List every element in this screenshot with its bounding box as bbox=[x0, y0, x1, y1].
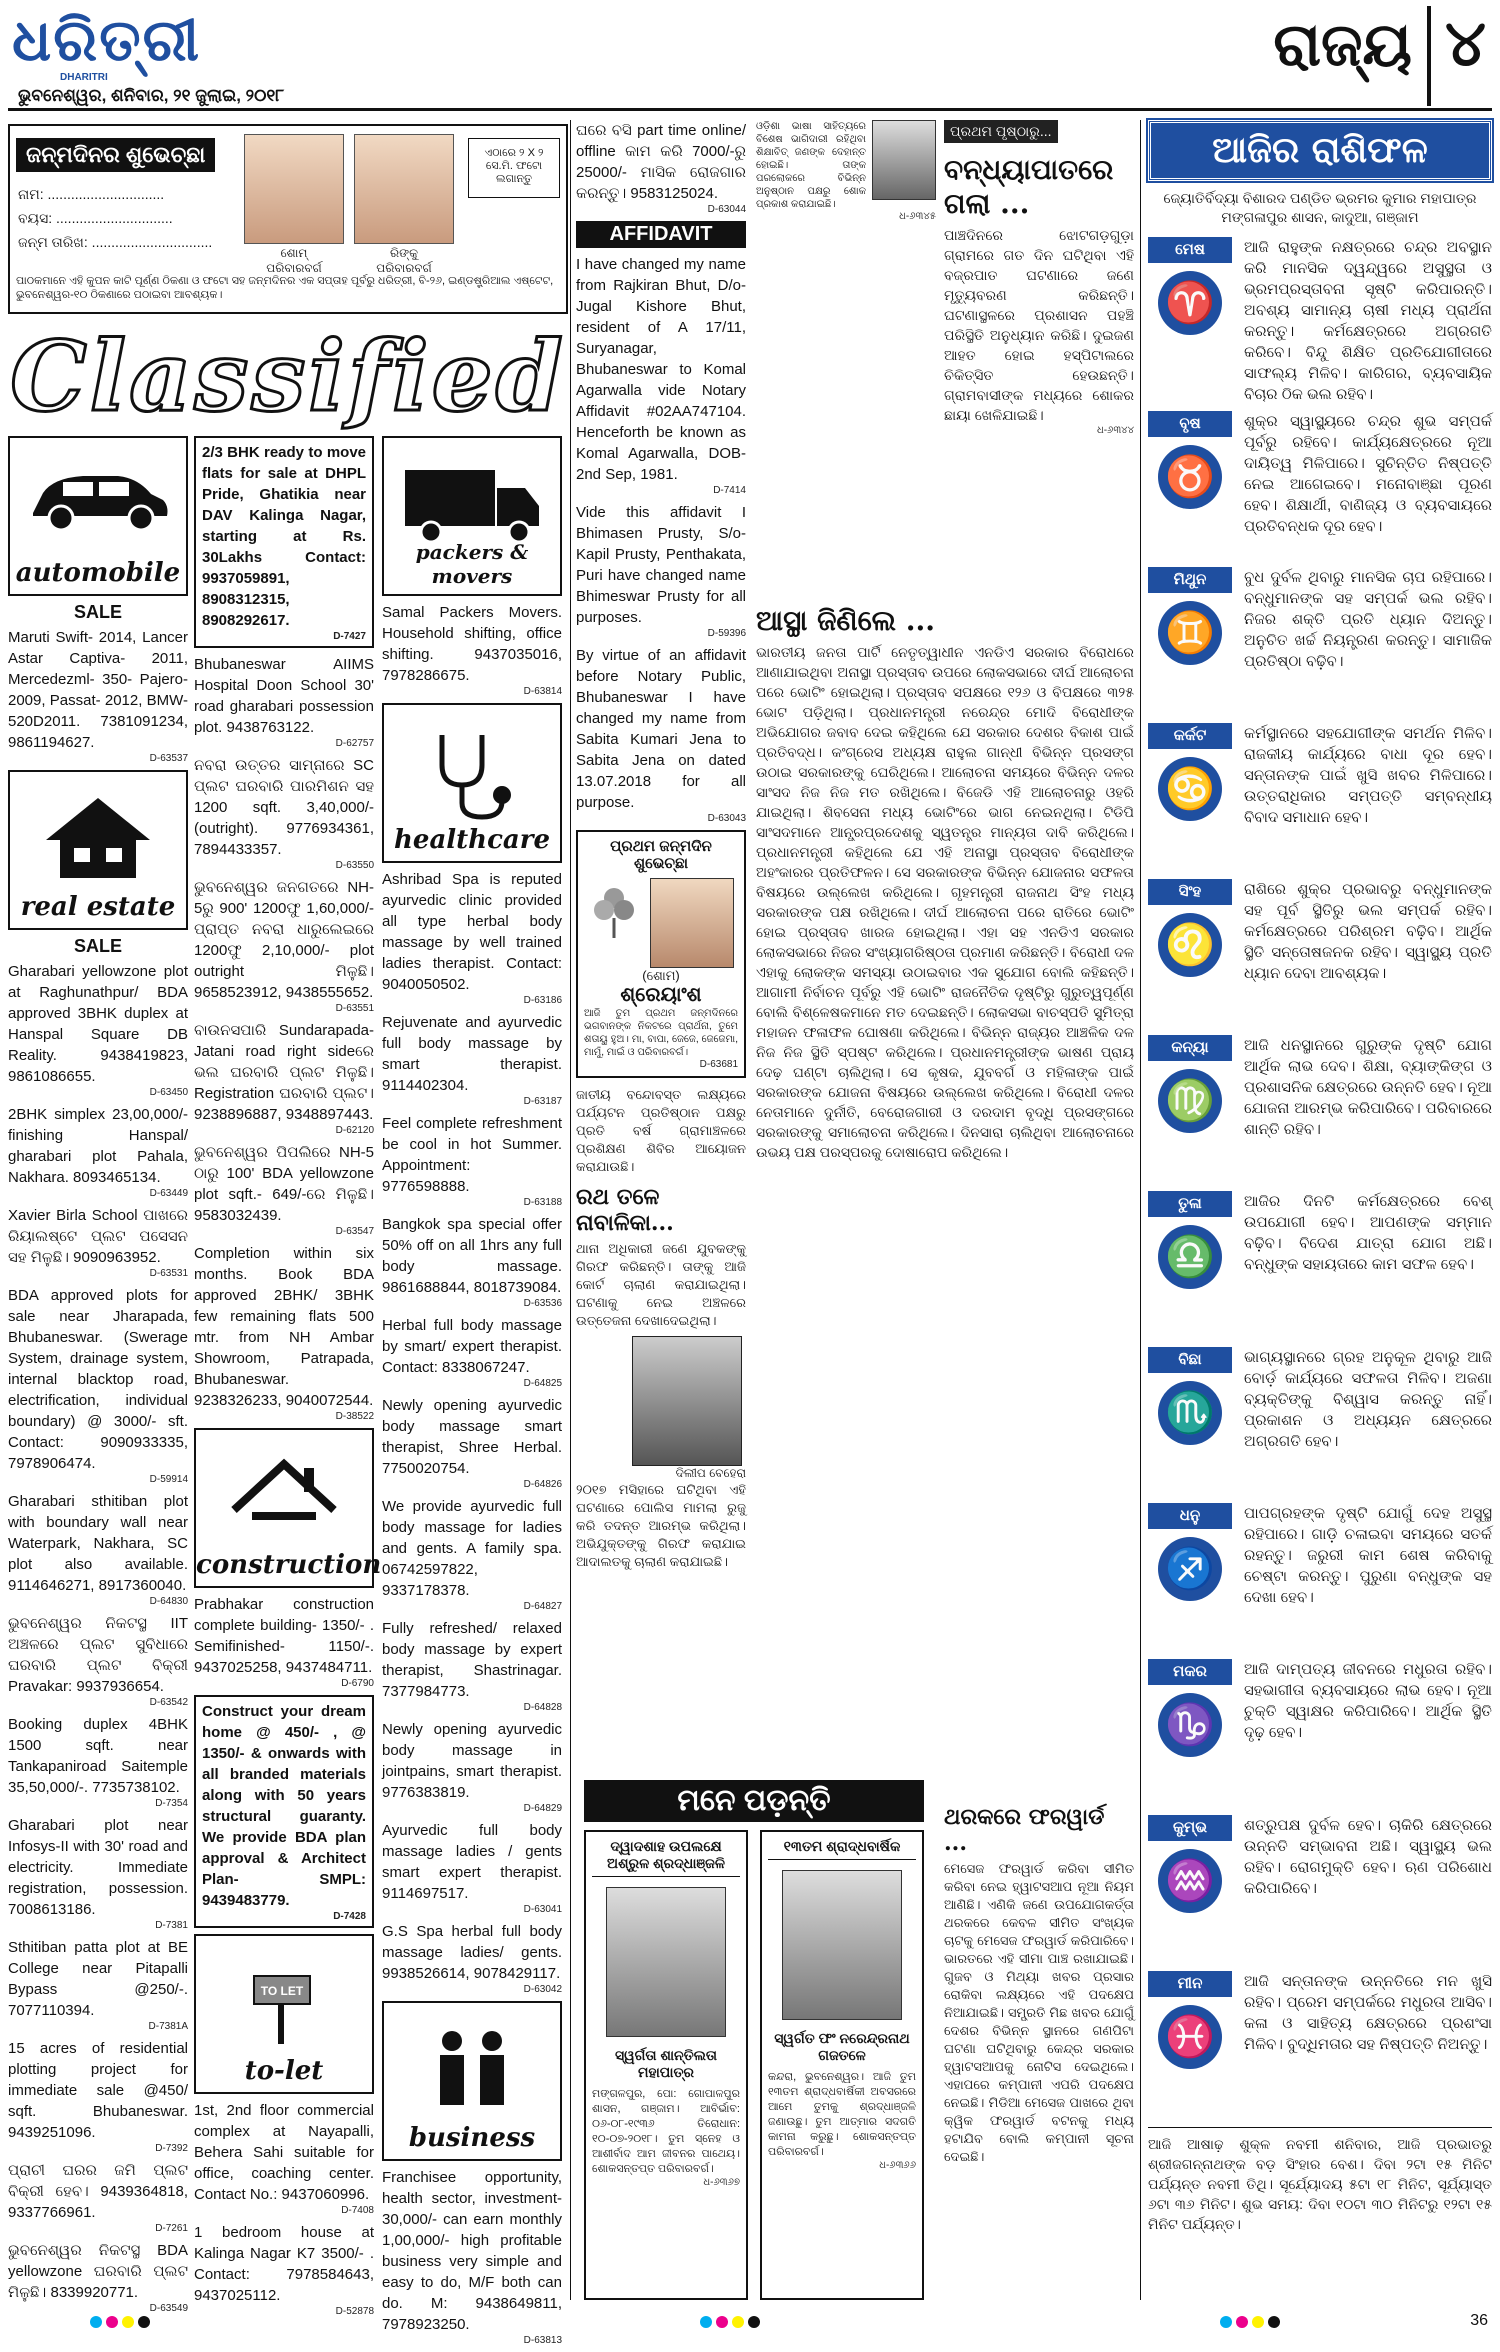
zodiac-name: ମକର bbox=[1148, 1659, 1232, 1685]
memorial-title: ଦ୍ୱାଦଶାହ ଉପଲକ୍ଷେ ଅଶ୍ରୁଳ ଶ୍ରଦ୍ଧାଞ୍ଜଳି bbox=[592, 1838, 740, 1877]
category-label: healthcare bbox=[394, 825, 550, 855]
newspaper-logo: ଧରିତ୍ରୀ bbox=[12, 6, 202, 74]
category-label: packers & movers bbox=[415, 540, 529, 588]
roof-icon bbox=[224, 1450, 344, 1540]
photo-caption: ଦିଲୀପ ବେହେରା bbox=[675, 1466, 746, 1480]
registration-marks bbox=[1220, 2316, 1280, 2328]
zodiac-name: ମିଥୁନ bbox=[1148, 567, 1232, 593]
classified-ad: Franchisee opportunity, health sector, investment- 30,000/- can earn monthly 1,00,000/- high profitable business very simple and easy to do, M/F both can do. M: 9438649811, 7978923250. D-63813 bbox=[382, 2169, 562, 2346]
first-birthday-title: ପ୍ରଥମ ଜନ୍ମଦିନ ଶୁଭେଚ୍ଛା bbox=[610, 838, 712, 872]
zodiac-name: ମେଷ bbox=[1148, 237, 1232, 263]
category-label: construction bbox=[196, 1550, 382, 1580]
business-category bbox=[382, 2001, 562, 2161]
classified-ad: ଭୁବନେଶ୍ୱର ନିକଟସ୍ଥ BDA yellowzone ଘରବାରି ପ୍ଲଟ ମିଳୁଛି। 8339920771. D-63549 bbox=[8, 2242, 188, 2314]
story-headline: ରଥ ତଳେ ନାବାଳିକା... bbox=[576, 1184, 674, 1236]
classified-ad: ଘରେ ବସି part time online/ offline କାମ କରି 7000/-ରୁ 25000/- ମାସିକ ରୋଜଗାର କରନ୍ତୁ। 9583125024. D-63044 bbox=[576, 122, 746, 215]
newspaper-logo-sub: DHARITRI bbox=[60, 72, 108, 83]
classified-ad: Rejuvenate and ayurvedic full body massage by smart therapist. 9114402304. D-63187 bbox=[382, 1014, 562, 1107]
remembrance-banner: ମନେ ପଡ଼ନ୍ତି bbox=[584, 1780, 924, 1822]
boxed-ad: Construct your dream home @ 450/- , @ 1350/- & onwards with all branded materials along with 50 years structural guaranty. We provide BDA plan approval & Architect Plan- SMPL: 9439483779. D-7428 bbox=[194, 1695, 374, 1928]
memorial-card bbox=[760, 1830, 924, 2300]
zodiac-sign-icon: ♎ bbox=[1158, 1225, 1222, 1289]
story-headline: ଥରକରେ ଫରୱାର୍ଡ ... bbox=[944, 1804, 1105, 1856]
stethoscope-icon bbox=[412, 725, 532, 825]
affidavit-notice: Vide this affidavit I Bhimasen Prusty, S/o- Kapil Prusty, Penthakata, Puri have changed name Bhimeswar Prusty for all purposes. D-59396 bbox=[576, 504, 746, 639]
baby-photo bbox=[354, 134, 454, 244]
classified-ad: 1 bedroom house at Kalinga Nagar K7 3500/- . Contact: 7978584643, 9437025112. D-52878 bbox=[194, 2224, 374, 2317]
memorial-card bbox=[584, 1830, 748, 2300]
category-label: to-let bbox=[244, 2056, 324, 2086]
obituary-block bbox=[756, 120, 936, 222]
classified-ad: Feel complete refreshment be cool in hot Summer. Appointment: 9776598888. D-63188 bbox=[382, 1115, 562, 1208]
classified-ad: Completion within six months. Book BDA approved 2BHK/ 3BHK few remaining flats 500 mtr. from NH Ambar Showroom, Patrapada, Bhubaneswar. 9238326233, 9040072544. D-38522 bbox=[194, 1245, 374, 1422]
baby-photo-caption: ଶୋମ୍ ପରିବାରବର୍ଗ bbox=[266, 246, 322, 275]
horoscope-text: ଆଜି ଧନସ୍ଥାନରେ ଗୁରୁଙ୍କ ଦୃଷ୍ଟି ଯୋଗ ଆର୍ଥିକ ଲାଭ ଦେବ। ଶିକ୍ଷା, ବ୍ୟାଙ୍କିଙ୍ଗ ଓ ପ୍ରଶାସନିକ କ୍ଷେତ୍ରରେ ଉନ୍ନତି ହେବ। ନୂଆ ଯୋଜନା ଆରମ୍ଭ କରିପାରିବେ। ପରିବାରରେ ଶାନ୍ତି ରହିବ। bbox=[1244, 1037, 1492, 1138]
horoscope-list bbox=[1148, 237, 1492, 2121]
to-let-sign-icon bbox=[224, 1956, 344, 2046]
child-nickname: (ଶୋମ) bbox=[642, 968, 680, 983]
classified-ad: ଭୁବନେଶ୍ୱର ପିପଲିରେ NH-5 ଠାରୁ 100' BDA yellowzone plot sqft.- 649/-ରେ ମିଳୁଛି। 9583032439. D-63547 bbox=[194, 1144, 374, 1237]
classified-ad: ବାଉନସପାରି Sundarapada- Jatani road right sideରେ ଭଲ ଘରବାରି ପ୍ଲଟ ମିଳୁଛି। Registration ଘରବାରି ପ୍ଲଟ। 9238896887, 9348897443. D-62120 bbox=[194, 1022, 374, 1136]
zodiac-sign-icon: ♋ bbox=[1158, 757, 1222, 821]
classified-ad: Gharabari yellowzone plot at Raghunathpur/ BDA approved 3BHK duplex at Hanspal Square DB Reality. 9438419823, 9861086655. D-63450 bbox=[8, 963, 188, 1098]
classified-ad: BDA approved plots for sale near Jharapada, Bhubaneswar. (Swerage System, drainage system, internal blacktop road, electrification, individual boundary) @ 3000/- sft. Contact: 9090933335, 7978906474. D-59914 bbox=[8, 1287, 188, 1485]
coupon-dob-field: ଜନ୍ମ ତାରିଖ: ............................... bbox=[18, 234, 213, 250]
section-title: ରାଜ୍ୟ bbox=[1273, 10, 1412, 80]
memorial-text: କନ୍ଦରା, ଭୁବନେଶ୍ୱର। ଆଜି ତୁମ ୧୩ତମ ଶ୍ରାଦ୍ଧବାର୍ଷିକୀ ଅବସରରେ ଆମେ ତୁମକୁ ଶ୍ରଦ୍ଧାଞ୍ଜଳି ଜଣାଉଛୁ। ତୁମ ଆତ୍ମାର ସଦଗତି କାମନା କରୁଛୁ। ଶୋକସନ୍ତପ୍ତ ପରିବାରବର୍ଗ। bbox=[768, 2071, 916, 2158]
horoscope-text: ଆଜି ସନ୍ତାନଙ୍କ ଉନ୍ନତିରେ ମନ ଖୁସି ରହିବ। ପ୍ରେମ ସମ୍ପର୍କରେ ମଧୁରତା ଆସିବ। କଳା ଓ ସାହିତ୍ୟ କ୍ଷେତ୍ରରେ ପ୍ରଶଂସା ମିଳିବ। ବୁଦ୍ଧିମତାର ସହ ନିଷ୍ପତ୍ତି ନିଅନ୍ତୁ। bbox=[1244, 1973, 1492, 2053]
panjika-note: ଆଜି ଆଷାଢ଼ ଶୁକ୍ଳ ନବମୀ ଶନିବାର, ଆଜି ପ୍ରଭାତରୁ ଶ୍ରୀଜଗନ୍ନାଥଙ୍କ ବଡ଼ ସିଂହାର ବେଶ। ଦିବା ୨ଟା ୧୫ ମିନିଟ ପର୍ଯ୍ୟନ୍ତ ନବମୀ ତିଥି। ସୂର୍ଯ୍ୟୋଦୟ ୫ଟା ୧୮ ମିନିଟ, ସୂର୍ଯ୍ୟାସ୍ତ ୬ଟା ୩୬ ମିନିଟ। ଶୁଭ ସମୟ: ଦିବା ୧୦ଟା ୩୦ ମିନିଟରୁ ୧୨ଟା ୧୫ ମିନିଟ ପର୍ଯ୍ୟନ୍ତ। bbox=[1148, 2127, 1492, 2234]
horoscope-text: ଶୁକ୍ର ସ୍ୱାସ୍ଥ୍ୟରେ ଚନ୍ଦ୍ର ଶୁଭ ସମ୍ପର୍କ ପୂର୍ବରୁ ରହିବେ। କାର୍ଯ୍ୟକ୍ଷେତ୍ରରେ ନୂଆ ଦାୟିତ୍ୱ ମିଳିପାରେ। ସୁଚିନ୍ତିତ ନିଷ୍ପତ୍ତି ନେଇ ଆଗେଇବେ। ମନୋବାଞ୍ଛା ପୂରଣ ହେବ। ଶିକ୍ଷାର୍ଥୀ, ବାଣିଜ୍ୟ ଓ ବ୍ୟବସାୟରେ ପ୍ରତିବନ୍ଧକ ଦୂର ହେବ। bbox=[1244, 413, 1492, 535]
news-column-6 bbox=[944, 120, 1134, 436]
classified-ad: ପ୍ରାଚୀ ଘରର ଜମି ପ୍ଲଟ ବିକ୍ରୀ ହେବ। 9439364818, 9337766961. D-7261 bbox=[8, 2162, 188, 2234]
news-story-text: ୨୦୧୭ ମସିହାରେ ଘଟିଥିବା ଏହି ଘଟଣାରେ ପୋଲିସ ମାମଲା ରୁଜୁ କରି ତଦନ୍ତ ଆରମ୍ଭ କରିଥିଲା। ଅଭିଯୁକ୍ତଙ୍କୁ ଗିରଫ କରାଯାଇ ଆଦାଲତକୁ ଚାଲାଣ କରାଯାଇଛି। bbox=[576, 1482, 746, 1569]
memorial-photo bbox=[782, 1870, 902, 2020]
car-icon bbox=[23, 458, 173, 538]
zodiac-sign-icon: ♒ bbox=[1158, 1849, 1222, 1913]
zodiac-sign-icon: ♊ bbox=[1158, 601, 1222, 665]
real-estate-category bbox=[8, 770, 188, 930]
classified-column-3 bbox=[382, 436, 562, 2352]
classified-ad: ନବରା ଉତ୍ତର ସାମ୍ନାରେ SC ପ୍ଲଟ ଘରବାରି ପାରମିଶନ ସହ 1200 sqft. 3,40,000/- (outright). 9776934361, 7894433357. D-63550 bbox=[194, 757, 374, 871]
to-let-category bbox=[194, 1934, 374, 2094]
business-people-icon bbox=[412, 2023, 532, 2113]
category-label: real estate bbox=[20, 892, 176, 922]
classified-column-2 bbox=[194, 436, 382, 2323]
horoscope-entry bbox=[1148, 1659, 1492, 1809]
coupon-instructions: ପାଠକମାନେ ଏହି କୁପନ କାଟି ପୂର୍ଣ୍ଣ ଠିକଣା ଓ ଫଟୋ ସହ ଜନ୍ମଦିନର ଏକ ସପ୍ତାହ ପୂର୍ବରୁ ଧରିତ୍ରୀ, ବି-୨୬, ଇଣ୍ଡଷ୍ଟ୍ରିଆଲ ଏଷ୍ଟେଟ, ଭୁବନେଶ୍ୱର-୧୦ ଠିକଣାରେ ପଠାଇବା ଆବଶ୍ୟକ। bbox=[16, 275, 554, 301]
news-story-text: ଥାନା ଅଧିକାରୀ ଜଣେ ଯୁବକଙ୍କୁ ଗିରଫ କରିଛନ୍ତି। ତାଙ୍କୁ ଆଜି କୋର୍ଟ ଚାଲାଣ କରାଯାଇଥିଲା। ଘଟଣାକୁ ନେଇ ଅଞ୍ଚଳରେ ଉତ୍ତେଜନା ଦେଖାଦେଇଥିଲା। bbox=[576, 1241, 746, 1328]
sale-heading: SALE bbox=[73, 602, 122, 622]
classified-ad: G.S Spa herbal full body massage ladies/ gents. 9938526614, 9078429117. D-63042 bbox=[382, 1923, 562, 1995]
horoscope-entry bbox=[1148, 1035, 1492, 1185]
child-photo bbox=[650, 878, 734, 968]
to-let-sign-text: TO LET bbox=[260, 1984, 304, 1998]
classified-ad: Ashribad Spa is reputed ayurvedic clinic provided all type herbal body massage by well trained ladies therapist. Contact: 9040050502. D-63186 bbox=[382, 871, 562, 1006]
horoscope-section bbox=[1148, 120, 1492, 2234]
story-headline: ଆସ୍ଥା ଜିଣିଲେ ... bbox=[756, 604, 935, 637]
classified-ad: Newly opening ayurvedic body massage in jointpains, smart therapist. 9776383819. D-64829 bbox=[382, 1721, 562, 1814]
column-divider bbox=[1140, 120, 1141, 2300]
horoscope-entry bbox=[1148, 1347, 1492, 1497]
automobile-category bbox=[8, 436, 188, 596]
page-number: ୪ bbox=[1427, 6, 1486, 106]
zodiac-name: ମୀନ bbox=[1148, 1971, 1232, 1997]
healthcare-category bbox=[382, 703, 562, 863]
classified-banner: Classified bbox=[10, 320, 566, 433]
truck-icon bbox=[397, 458, 547, 548]
horoscope-text: ଭାଗ୍ୟସ୍ଥାନରେ ଗ୍ରହ ଅନୁକୂଳ ଥିବାରୁ ଆଜି ବୋର୍ଡ଼ କାର୍ଯ୍ୟରେ ସଫଳତା ମିଳିବ। ଅଜଣା ବ୍ୟକ୍ତିଙ୍କୁ ବିଶ୍ୱାସ କରନ୍ତୁ ନାହିଁ। ପ୍ରକାଶନ ଓ ଅଧ୍ୟୟନ କ୍ଷେତ୍ରରେ ଅଗ୍ରଗତି ହେବ। bbox=[1244, 1349, 1492, 1450]
horoscope-text: ରାଶିରେ ଶୁକ୍ର ପ୍ରଭାବରୁ ବନ୍ଧୁମାନଙ୍କ ସହ ପୂର୍ବ ସ୍ଥିତିରୁ ଭଲ ସମ୍ପର୍କ ରହିବ। କର୍ମକ୍ଷେତ୍ରରେ ପରିଶ୍ରମ ବଢ଼ିବ। ଆର୍ଥିକ ସ୍ଥିତି ସନ୍ତୋଷଜନକ ରହିବ। ସ୍ୱାସ୍ଥ୍ୟ ପ୍ରତି ଧ୍ୟାନ ଦେବା ଆବଶ୍ୟକ। bbox=[1244, 881, 1492, 982]
lead-story bbox=[756, 600, 1134, 1162]
classified-ad: Ayurvedic full body massage ladies / gents smart expert therapist. 9114697517. D-63041 bbox=[382, 1822, 562, 1915]
classified-ad: Herbal full body massage by smart/ expert therapist. Contact: 8338067247. D-64825 bbox=[382, 1317, 562, 1389]
zodiac-sign-icon: ♌ bbox=[1158, 913, 1222, 977]
horoscope-entry bbox=[1148, 411, 1492, 561]
horoscope-entry bbox=[1148, 237, 1492, 405]
boxed-ad: 2/3 BHK ready to move flats for sale at DHPL Pride, Ghatikia near DAV Kalinga Nagar, starting at Rs. 30Lakhs Contact: 9937059891, 8908312315, 8908292617. D-7427 bbox=[194, 436, 374, 648]
baby-photo bbox=[244, 134, 344, 244]
flower-icon bbox=[584, 878, 644, 938]
classified-ad: Sthitiban patta plot at BE College near Pitapalli Bypass @250/-. 7077110394. D-7381A bbox=[8, 1939, 188, 2032]
zodiac-sign-icon: ♈ bbox=[1158, 271, 1222, 335]
dateline: ଭୁବନେଶ୍ୱର, ଶନିବାର, ୨୧ ଜୁଲାଇ, ୨୦୧୮ bbox=[18, 86, 285, 105]
category-label: automobile bbox=[15, 558, 181, 588]
zodiac-sign-icon: ♐ bbox=[1158, 1537, 1222, 1601]
photo-size-note: ଏଠାରେ ୨ X ୨ ସେ.ମି. ଫଟୋ ଲଗାନ୍ତୁ bbox=[468, 138, 560, 198]
classified-ad: Fully refreshed/ relaxed body massage by expert therapist, Shastrinagar. 7377984773. D-64828 bbox=[382, 1620, 562, 1713]
ad-code: ଧ-୬୩୬୬ bbox=[879, 2160, 916, 2171]
memorial-name: ସ୍ୱର୍ଗତ ଫଂ ନରେନ୍ଦ୍ରନାଥ ଗଜତଳେ bbox=[774, 2030, 910, 2063]
memorial-text: ମଙ୍ଗଳପୁର, ପୋ: ଗୋପାଳପୁର ଶାସନ, ଗଞ୍ଜାମ। ଆବିର୍ଭାବ: ୦୬-୦୮-୧୯୩୬ ତିରୋଧାନ: ୧୦-୦୭-୨୦୧୮। ତୁମ ସ୍ନେହ ଓ ଆଶୀର୍ବାଦ ଆମ ଜୀବନର ପାଥେୟ। ଶୋକସନ୍ତପ୍ତ ପରିବାରବର୍ଗ। bbox=[592, 2088, 740, 2175]
classified-ad: Gharabari plot near Infosys-II with 30' road and electricity. Immediate registration, possession. 7008613186. D-7381 bbox=[8, 1817, 188, 1931]
horoscope-text: ଆଜିର ଦିନଟି କର୍ମକ୍ଷେତ୍ରରେ ବେଶ୍ ଉପଯୋଗୀ ହେବ। ଆପଣଙ୍କ ସମ୍ମାନ ବଢ଼ିବ। ବିଦେଶ ଯାତ୍ରା ଯୋଗ ଅଛି। ବନ୍ଧୁଙ୍କ ସହାୟତାରେ କାମ ସଫଳ ହେବ। bbox=[1244, 1193, 1492, 1273]
ad-code: ଧ-୬୩୪୫ bbox=[899, 211, 936, 222]
zodiac-sign-icon: ♑ bbox=[1158, 1693, 1222, 1757]
registration-marks bbox=[700, 2316, 760, 2328]
classified-ad: ଭୁବନେଶ୍ୱର ନିକଟସ୍ଥ IIT ଅଞ୍ଚଳରେ ପ୍ଲଟ ସୁବିଧାରେ ଘରବାରି ପ୍ଲଟ ବିକ୍ରୀ Pravakar: 9937936654. D-63542 bbox=[8, 1615, 188, 1708]
house-icon bbox=[38, 792, 158, 882]
zodiac-name: କୁମ୍ଭ bbox=[1148, 1815, 1232, 1841]
horoscope-entry bbox=[1148, 1503, 1492, 1653]
affidavit-notice: I have changed my name from Rajkiran Bhut, D/o- Jugal Kishore Bhut, resident of A 17/11, Suryanagar, Bhubaneswar to Komal Agarwalla vide Notary Affidavit #02AA747104. Henceforth be known as Komal Agarwalla, DOB- 2nd Sep, 1981. D-7414 bbox=[576, 256, 746, 496]
news-column-4 bbox=[576, 120, 746, 1571]
birthday-message: ଆଜି ତୁମ ପ୍ରଥମ ଜନ୍ମଦିନରେ ଭଗବାନଙ୍କ ନିକଟରେ ପ୍ରାର୍ଥନା, ତୁମେ ଶତାୟୁ ହୁଅ। ମା, ବାପା, ଜେଜେ, ଜେଜେମା, ମାମୁଁ, ମାଇଁ ଓ ପରିବାରବର୍ଗ। bbox=[584, 1008, 738, 1058]
affidavit-notice: By virtue of an affidavit before Notary Public, Bhubaneswar I have changed my name from Sabita Kumari Jena to Sabita Jena on dated 13.07.2018 for all purpose. D-63043 bbox=[576, 647, 746, 824]
page-footer bbox=[0, 2308, 1500, 2334]
news-story-text: ମେସେଜ ଫରୱାର୍ଡ କରିବା ସୀମିତ କରିବା ନେଇ ହ୍ୱାଟସଆପ ନୂଆ ନିୟମ ଆଣିଛି। ଏଣିକି ଜଣେ ଉପଯୋଗକର୍ତ୍ତା ଥରକରେ କେବଳ ସୀମିତ ସଂଖ୍ୟକ ଚାଟକୁ ମେସେଜ ଫରୱାର୍ଡ କରିପାରିବେ। ଭାରତରେ ଏହି ସୀମା ପାଞ୍ଚ ରଖାଯାଇଛି। ଗୁଜବ ଓ ମିଥ୍ୟା ଖବର ପ୍ରସାର ରୋକିବା ଲକ୍ଷ୍ୟରେ ଏହି ପଦକ୍ଷେପ ନିଆଯାଇଛି। ସମ୍ପ୍ରତି ମିଛ ଖବର ଯୋଗୁଁ ଦେଶର ବିଭିନ୍ନ ସ୍ଥାନରେ ଗଣପିଟା ଘଟଣା ଘଟିଥିବାରୁ କେନ୍ଦ୍ର ସରକାର ହ୍ୱାଟସଆପକୁ ନୋଟିସ ଦେଇଥିଲେ। ଏହାପରେ କମ୍ପାନୀ ଏପରି ପଦକ୍ଷେପ ନେଇଛି। ମିଡିଆ ମେସେଜ ପାଖରେ ଥିବା କ୍ୱିକ ଫରୱାର୍ଡ ବଟନକୁ ମଧ୍ୟ ହଟାଯିବ ବୋଲି କମ୍ପାନୀ ସୂଚନା ଦେଇଛି। bbox=[944, 1861, 1134, 2164]
horoscope-entry bbox=[1148, 1815, 1492, 1965]
memorial-name: ସ୍ୱର୍ଗତା ଶାନ୍ତିଲତା ମହାପାତ୍ର bbox=[614, 2047, 717, 2080]
category-label: business bbox=[408, 2123, 536, 2153]
accused-photo bbox=[632, 1336, 742, 1466]
zodiac-name: କର୍କଟ bbox=[1148, 723, 1232, 749]
packers-movers-category bbox=[382, 436, 562, 596]
classified-ad: Xavier Birla School ପାଖରେ ରିୟାଲଷ୍ଟେ ପ୍ଲଟ ପସେସନ ସହ ମିଳୁଛି। 9090963952. D-63531 bbox=[8, 1207, 188, 1279]
child-name: ଶ୍ରେୟାଂଶ bbox=[620, 984, 702, 1006]
obituary-photo bbox=[872, 120, 936, 200]
horoscope-text: ବୁଧ ଦୁର୍ବଳ ଥିବାରୁ ମାନସିକ ଚାପ ରହିପାରେ। ବନ୍ଧୁମାନଙ୍କ ସହ ସମ୍ପର୍କ ଭଲ ରହିବ। ନିଜର ଶକ୍ତି ପ୍ରତି ଧ୍ୟାନ ଦିଅନ୍ତୁ। ଅନୁଚିତ ଖର୍ଚ୍ଚ ନିୟନ୍ତ୍ରଣ କରନ୍ତୁ। ସାମାଜିକ ପ୍ରତିଷ୍ଠା ବଢ଼ିବ। bbox=[1244, 569, 1492, 670]
classified-ad: 1st, 2nd floor commercial complex at Nayapalli, Behera Sahi suitable for office, coaching center. Contact No.: 9437060996. D-7408 bbox=[194, 2102, 374, 2216]
baby-photo-caption: ରିଙ୍କୁ ପରିବାରବର୍ଗ bbox=[376, 246, 432, 275]
zodiac-name: ସିଂହ bbox=[1148, 879, 1232, 905]
horoscope-text: ଆଜି ରାହୁଙ୍କ ନକ୍ଷତ୍ରରେ ଚନ୍ଦ୍ର ଅବସ୍ଥାନ କରି ମାନସିକ ଦ୍ୱନ୍ଦ୍ୱରେ ଅସୁସ୍ଥତା ଓ ଭ୍ରମପ୍ରସ୍ତାବନା ସୃଷ୍ଟି କରିପାରନ୍ତି। ଅବଶ୍ୟ ସାମାନ୍ୟ ଚାଷୀ ମଧ୍ୟ ପ୍ରାର୍ଥନା କରନ୍ତୁ। କର୍ମକ୍ଷେତ୍ରରେ ଅଗ୍ରଗତି କରିବେ। ବିନ୍ଦୁ ଶିକ୍ଷିତ ପ୍ରତିଯୋଗୀତାରେ ସାଫଲ୍ୟ ମିଳିବ। କାରିଗର, ବ୍ୟବସାୟିକ ବିଚାର ଠିକ ଭଲ ରହିବ। bbox=[1244, 239, 1492, 403]
print-page-number: 36 bbox=[1470, 2312, 1488, 2329]
classified-ad: Prabhakar construction complete building- 1350/- . Semifinished- 1150/-. 9437025258, 9437484711. D-6790 bbox=[194, 1596, 374, 1689]
zodiac-name: ଧନୁ bbox=[1148, 1503, 1232, 1529]
sale-heading: SALE bbox=[73, 936, 122, 956]
birthday-coupon bbox=[8, 124, 568, 314]
zodiac-name: ତୁଳା bbox=[1148, 1191, 1232, 1217]
first-birthday-ad bbox=[576, 830, 746, 1078]
classified-ad: Samal Packers Movers. Household shifting, office shifting. 9437035016, 7978286675. D-63814 bbox=[382, 604, 562, 697]
classified-ad: 15 acres of residential plotting project for immediate sale @450/ sqft. Bhubaneswar. 9439251096. D-7392 bbox=[8, 2040, 188, 2154]
classified-ad: Bhubaneswar AIIMS Hospital Doon School 30' road gharabari possession plot. 9438763122. D-62757 bbox=[194, 656, 374, 749]
classified-ad: 2BHK simplex 23,00,000/- finishing Hanspal/ gharabari plot Pahala, Nakhara. 8093465134. D-63449 bbox=[8, 1106, 188, 1199]
news-story-text: ପାଞ୍ଚଦିନରେ ଝୋଟଗଡ଼ଗୁଡ଼ା ଗ୍ରାମରେ ଗତ ଦିନ ଘଟିଥିବା ଏହି ବଜ୍ରପାତ ଘଟଣାରେ ଜଣେ ମୃତ୍ୟୁବରଣ କରିଛନ୍ତି। ଘଟଣାସ୍ଥଳରେ ପ୍ରଶାସନ ପହଞ୍ଚି ପରିସ୍ଥିତି ଅନୁଧ୍ୟାନ କରିଛି। ଦୁଇଜଣ ଆହତ ହୋଇ ହସ୍ପିଟାଲରେ ଚିକିତ୍ସିତ ହେଉଛନ୍ତି। ଗ୍ରାମବାସୀଙ୍କ ମଧ୍ୟରେ ଶୋକର ଛାୟା ଖେଳିଯାଇଛି। bbox=[944, 227, 1134, 423]
classified-ad: Booking duplex 4BHK 1500 sqft. near Tankapaniroad Saitemple 35,50,000/-. 7735738102. D-7354 bbox=[8, 1716, 188, 1809]
ad-code: D-63681 bbox=[699, 1059, 738, 1070]
horoscope-entry bbox=[1148, 723, 1492, 873]
horoscope-entry bbox=[1148, 567, 1492, 717]
birthday-coupon-title: ଜନ୍ମଦିନର ଶୁଭେଚ୍ଛା bbox=[16, 138, 215, 172]
classified-ad: Gharabari sthitiban plot with boundary wall near Waterpark, Nakhara, SC plot also available. 9114646271, 8917360040. D-64830 bbox=[8, 1493, 188, 1607]
classified-column-1 bbox=[8, 436, 188, 2320]
classified-ad: Bangkok spa special offer 50% off on all 1hrs any full body massage. 9861688844, 8018739084. D-63536 bbox=[382, 1216, 562, 1309]
horoscope-text: ପାପଗ୍ରହଙ୍କ ଦୃଷ୍ଟି ଯୋଗୁଁ ଦେହ ଅସୁସ୍ଥ ରହିପାରେ। ଗାଡ଼ି ଚଳାଇବା ସମୟରେ ସତର୍କ ରହନ୍ତୁ। ଜରୁରୀ କାମ ଶେଷ କରିବାକୁ ଚେଷ୍ଟା କରନ୍ତୁ। ପୁରୁଣା ବନ୍ଧୁଙ୍କ ସହ ଦେଖା ହେବ। bbox=[1244, 1505, 1492, 1606]
horoscope-author: ଜ୍ୟୋତିର୍ବିଦ୍ୟା ବିଶାରଦ ପଣ୍ଡିତ ଭ୍ରମର କୁମାର ମହାପାତ୍ର ମଙ୍ଗଳାପୁର ଶାସନ, କାଦୁଆ, ଗଞ୍ଜାମ bbox=[1163, 190, 1477, 225]
zodiac-sign-icon: ♉ bbox=[1158, 445, 1222, 509]
construction-category bbox=[194, 1428, 382, 1588]
coupon-age-field: ବୟସ: .............................. bbox=[18, 210, 173, 226]
ad-code: ଧ-୬୩୪୪ bbox=[1096, 425, 1134, 436]
obituary-text: ଓଡ଼ିଶା ଭାଷା ସାହିତ୍ୟରେ ବିଶେଷ ଭାଗିଦାରୀ ରହିଥିବା ଶିକ୍ଷାବିତ୍ ଜଣଙ୍କ ଦେହାନ୍ତ ହୋଇଛି। ତାଙ୍କ ପରଲୋକରେ ବିଭିନ୍ନ ଅନୁଷ୍ଠାନ ପକ୍ଷରୁ ଶୋକ ପ୍ରକାଶ କରାଯାଇଛି। bbox=[756, 121, 866, 210]
zodiac-name: କନ୍ୟା bbox=[1148, 1035, 1232, 1061]
memorial-title: ୧୩ତମ ଶ୍ରାଦ୍ଧବାର୍ଷିକ bbox=[768, 1838, 916, 1860]
horoscope-text: ଶତ୍ରୁପକ୍ଷ ଦୁର୍ବଳ ହେବ। ଚାକିରି କ୍ଷେତ୍ରରେ ଉନ୍ନତି ସମ୍ଭାବନା ଅଛି। ସ୍ୱାସ୍ଥ୍ୟ ଭଲ ରହିବ। ରୋଗମୁକ୍ତି ହେବ। ଋଣ ପରିଶୋଧ କରିପାରିବେ। bbox=[1244, 1817, 1492, 1897]
classified-ad: Newly opening ayurvedic body massage smart therapist, Shree Herbal. 7750020754. D-64826 bbox=[382, 1397, 562, 1490]
zodiac-sign-icon: ♏ bbox=[1158, 1381, 1222, 1445]
classified-ad: Maruti Swift- 2014, Lancer Astar Captiva- 2011, Mercedezml- 350- Pajero- 2009, Passat- 2012, BMW- 520D2011. 7381091234, 9861194627. D-63537 bbox=[8, 629, 188, 764]
coupon-name-field: ନାମ: .............................. bbox=[18, 186, 165, 202]
registration-marks bbox=[90, 2316, 150, 2328]
news-story-text: ଭାରତୀୟ ଜନତା ପାର୍ଟି ନେତୃତ୍ୱାଧୀନ ଏନଡିଏ ସରକାର ବିରୋଧରେ ଆଣାଯାଇଥିବା ଅନାସ୍ଥା ପ୍ରସ୍ତାବ ଉପରେ ଲୋକସଭାରେ ଦୀର୍ଘ ଆଲୋଚନା ପରେ ଭୋଟିଂ ହୋଇଥିଲା। ପ୍ରସ୍ତାବ ସପକ୍ଷରେ ୧୨୬ ଓ ବିପକ୍ଷରେ ୩୨୫ ଭୋଟ ପଡ଼ିଥିଲା। ପ୍ରଧାନମନ୍ତ୍ରୀ ନରେନ୍ଦ୍ର ମୋଦି ବିରୋଧୀଙ୍କ ଅଭିଯୋଗର ଜବାବ ଦେଇ କହିଥିଲେ ଯେ ସରକାର ଦେଶର ବିକାଶ ପାଇଁ ପ୍ରତିବଦ୍ଧ। କଂଗ୍ରେସ ଅଧ୍ୟକ୍ଷ ରାହୁଲ ଗାନ୍ଧୀ ବିଭିନ୍ନ ପ୍ରସଙ୍ଗ ଉଠାଇ ସରକାରଙ୍କୁ ଘେରିଥିଲେ। ଆଲୋଚନା ସମୟରେ ବିଭିନ୍ନ ଦଳର ସାଂସଦ ନିଜ ନିଜ ମତ ରଖିଥିଲେ। ବିଜେଡି ଏହି ଆଲୋଚନାରୁ ଓହରି ଯାଇଥିଲା। ଶିବସେନା ମଧ୍ୟ ଭୋଟିଂରେ ଭାଗ ନେଇନଥିଲା। ଟିଡିପି ସାଂସଦମାନେ ଆନ୍ଧ୍ରପ୍ରଦେଶକୁ ସ୍ୱତନ୍ତ୍ର ମାନ୍ୟତା ଦାବି କରିଥିଲେ। ପ୍ରଧାନମନ୍ତ୍ରୀ କହିଥିଲେ ଯେ ଏହି ଅନାସ୍ଥା ପ୍ରସ୍ତାବ ବିରୋଧୀଙ୍କ ଅହଂକାରର ପ୍ରତିଫଳନ। ସେ ସରକାରଙ୍କ ବିଭିନ୍ନ ଯୋଜନାର ସଫଳତା ବିଷୟରେ ଉଲ୍ଲେଖ କରିଥିଲେ। ଗୃହମନ୍ତ୍ରୀ ରାଜନାଥ ସିଂହ ମଧ୍ୟ ସରକାରଙ୍କ ପକ୍ଷ ରଖିଥିଲେ। ଦୀର୍ଘ ଆଲୋଚନା ପରେ ରାତିରେ ଭୋଟିଂ ହୋଇ ପ୍ରସ୍ତାବ ଖାରଜ ହୋଇଥିଲା। ଏହା ସହ ଏନଡିଏ ସରକାର ଲୋକସଭାରେ ନିଜର ସଂଖ୍ୟାଗରିଷ୍ଠତା ପ୍ରମାଣ କରିଛନ୍ତି। ବିରୋଧୀ ଦଳ ଏହାକୁ ଲୋକଙ୍କ ସମସ୍ୟା ଉଠାଇବାର ଏକ ସୁଯୋଗ ବୋଲି କହିଛନ୍ତି। ଆଗାମୀ ନିର୍ବାଚନ ପୂର୍ବରୁ ଏହି ଭୋଟିଂ ରାଜନୈତିକ ଦୃଷ୍ଟିରୁ ଗୁରୁତ୍ୱପୂର୍ଣ୍ଣ ବୋଲି ବିଶ୍ଳେଷକମାନେ ମତ ଦେଇଛନ୍ତି। ଲୋକସଭା ବାଚସ୍ପତି ସୁମିତ୍ରା ମହାଜନ ଫଳାଫଳ ଘୋଷଣା କରିଥିଲେ। ବିଭିନ୍ନ ରାଜ୍ୟର ଆଞ୍ଚଳିକ ଦଳ ନିଜ ନିଜ ସ୍ଥିତି ସ୍ପଷ୍ଟ କରିଥିଲେ। ପ୍ରଧାନମନ୍ତ୍ରୀଙ୍କ ଭାଷଣ ପ୍ରାୟ ଦେଢ଼ ଘଣ୍ଟା ଚାଲିଥିଲା। ସେ କୃଷକ, ଯୁବବର୍ଗ ଓ ମହିଳାଙ୍କ ପାଇଁ ସରକାରଙ୍କ ଯୋଜନା ବିଷୟରେ ଉଲ୍ଲେଖ କରିଥିଲେ। ବିରୋଧୀ ଦଳର ନେତାମାନେ ଦୁର୍ନୀତି, ବେରୋଜଗାରୀ ଓ ଦରଦାମ ବୃଦ୍ଧି ପ୍ରସଙ୍ଗରେ ସରକାରଙ୍କୁ ସମାଲୋଚନା କରିଥିଲେ। ଦିନସାରା ଚାଲିଥିବା ଆଲୋଚନାରେ ଉଭୟ ପକ୍ଷ ପରସ୍ପରକୁ ଦୋଷାରୋପ କରିଥିଲେ। bbox=[756, 644, 1134, 1160]
zodiac-sign-icon: ♍ bbox=[1158, 1069, 1222, 1133]
ad-code: ଧ-୬୩୬୭ bbox=[703, 2177, 740, 2188]
horoscope-title: ଆଜିର ରାଶିଫଳ bbox=[1148, 120, 1492, 181]
horoscope-entry bbox=[1148, 1191, 1492, 1341]
zodiac-sign-icon: ♓ bbox=[1158, 2005, 1222, 2069]
forward-story bbox=[944, 1800, 1134, 2166]
memorial-photo bbox=[606, 1887, 726, 2037]
horoscope-text: ଆଜି ଦାମ୍ପତ୍ୟ ଜୀବନରେ ମଧୁରତା ରହିବ। ସହଭାଗୀତା ବ୍ୟବସାୟରେ ଲାଭ ହେବ। ନୂଆ ଚୁକ୍ତି ସ୍ୱାକ୍ଷର କରିପାରିବେ। ଆର୍ଥିକ ସ୍ଥିତି ଦୃଢ଼ ହେବ। bbox=[1244, 1661, 1492, 1741]
affidavit-heading: AFFIDAVIT bbox=[576, 221, 746, 248]
horoscope-entry bbox=[1148, 1971, 1492, 2121]
zodiac-name: ବୃଷ bbox=[1148, 411, 1232, 437]
column-divider bbox=[570, 120, 571, 2300]
zodiac-name: ବିଛା bbox=[1148, 1347, 1232, 1373]
classified-ad: ଭୁବନେଶ୍ୱର ଜନଗତରେ NH-5ରୁ 900' 1200ଫୁ 1,60,000/- ପ୍ରାପ୍ତ ନବରା ଧାରୁଲେଇରେ 1200ଫୁ 2,10,000/- plot outright ମିଳୁଛି। 9658523912, 9438555652. D-63551 bbox=[194, 879, 374, 1014]
news-story-text: ଜାତୀୟ ବନ୍ଦୋବସ୍ତ ଲକ୍ଷ୍ୟରେ ପର୍ଯ୍ୟଟନ ପ୍ରତିଷ୍ଠାନ ପକ୍ଷରୁ ପ୍ରତି ବର୍ଷ ଗ୍ରାମାଞ୍ଚଳରେ ପ୍ରଶିକ୍ଷଣ ଶିବିର ଆୟୋଜନ କରାଯାଉଛି। bbox=[576, 1087, 746, 1174]
horoscope-text: କର୍ମସ୍ଥାନରେ ସହଯୋଗୀଙ୍କ ସମର୍ଥନ ମିଳିବ। ରାଜକୀୟ କାର୍ଯ୍ୟରେ ବାଧା ଦୂର ହେବ। ସନ୍ତାନଙ୍କ ପାଇଁ ଖୁସି ଖବର ମିଳିପାରେ। ଉତ୍ତରାଧିକାର ସମ୍ପତ୍ତି ସମ୍ବନ୍ଧୀୟ ବିବାଦ ସମାଧାନ ହେବ। bbox=[1244, 725, 1492, 826]
masthead bbox=[8, 6, 1492, 111]
story-headline: ବନ୍ଧ୍ୟାପାତରେ ଗଲା ... bbox=[944, 153, 1114, 220]
continued-from-front-label: ପ୍ରଥମ ପୃଷ୍ଠାରୁ... bbox=[944, 120, 1058, 143]
horoscope-entry bbox=[1148, 879, 1492, 1029]
classified-ad: We provide ayurvedic full body massage for ladies and gents. A family spa. 06742597822, 9337178378. D-64827 bbox=[382, 1498, 562, 1612]
